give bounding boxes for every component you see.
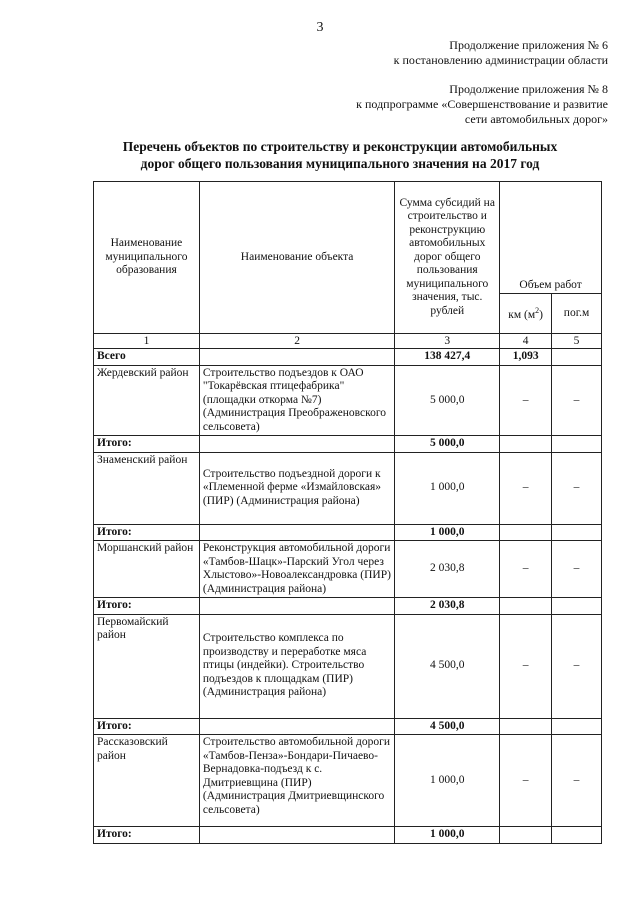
appendix-header-1-line2: к постановлению администрации области (393, 53, 608, 67)
subtotal-sum: 5 000,0 (395, 436, 500, 453)
subtotal-row (94, 827, 602, 844)
header-pogm: пог.м (552, 294, 602, 334)
header-municipality: Наименование муниципального образования (94, 182, 200, 334)
empty-cell (552, 827, 602, 844)
header-km-sup: 2 (535, 306, 540, 316)
pogm-value: – (552, 735, 602, 827)
empty-cell (199, 524, 394, 541)
objects-table (93, 181, 602, 844)
subsidy-sum: 4 500,0 (395, 614, 500, 718)
table-row (94, 452, 602, 524)
subtotal-row (94, 598, 602, 615)
empty-cell (199, 349, 394, 366)
appendix-header-2-line1: Продолжение приложения № 8 (449, 82, 608, 96)
grand-total-label: Всего (94, 349, 200, 366)
subtotal-label: Итого: (94, 598, 200, 615)
pogm-value: – (552, 614, 602, 718)
empty-cell (500, 436, 552, 453)
title-line2: дорог общего пользования муниципального значения на 2017 год (140, 156, 540, 171)
km-value: – (500, 365, 552, 436)
subtotal-sum: 4 500,0 (395, 718, 500, 735)
empty-cell (199, 436, 394, 453)
object-name: Строительство подъездной дороги к «Племенной ферме «Измайловская» (ПИР) (Администрация района) (199, 452, 394, 524)
empty-cell (500, 718, 552, 735)
subtotal-row (94, 524, 602, 541)
empty-cell (552, 598, 602, 615)
km-value: – (500, 541, 552, 598)
grand-total-sum: 138 427,4 (395, 349, 500, 366)
subtotal-row (94, 436, 602, 453)
district-name: Жердевский район (94, 365, 200, 436)
subtotal-sum: 2 030,8 (395, 598, 500, 615)
empty-cell (552, 436, 602, 453)
appendix-header-2-line2: к подпрограмме «Совершенствование и развитие (356, 97, 608, 111)
grand-total-km: 1,093 (500, 349, 552, 366)
empty-cell (199, 827, 394, 844)
appendix-header-2 (356, 82, 608, 127)
column-number: 4 (500, 334, 552, 349)
appendix-header-1-line1: Продолжение приложения № 6 (449, 38, 608, 52)
empty-cell (500, 598, 552, 615)
table-row (94, 735, 602, 827)
table-row (94, 365, 602, 436)
title-line1: Перечень объектов по строительству и реконструкции автомобильных (122, 139, 558, 154)
column-number: 2 (199, 334, 394, 349)
object-name: Реконструкция автомобильной дороги «Тамбов-Шацк»-Парский Угол через Хлыстово»-Новоалександровка (ПИР) (Администрация района) (199, 541, 394, 598)
empty-cell (552, 349, 602, 366)
table-row (94, 541, 602, 598)
header-subsidy-sum: Сумма субсидий на строительство и реконструкцию автомобильных дорог общего пользования муниципального значения, тыс. рублей (395, 182, 500, 334)
empty-cell (199, 598, 394, 615)
column-numbers-row (94, 334, 602, 349)
empty-cell (199, 718, 394, 735)
subtotal-label: Итого: (94, 436, 200, 453)
district-name: Рассказовский район (94, 735, 200, 827)
table-row (94, 614, 602, 718)
empty-cell (552, 718, 602, 735)
header-work-volume: Объем работ (500, 182, 602, 294)
km-value: – (500, 614, 552, 718)
subtotal-label: Итого: (94, 827, 200, 844)
header-km-close: ) (539, 309, 543, 322)
district-name: Знаменский район (94, 452, 200, 524)
object-name: Строительство комплекса по производству и переработке мяса птицы (индейки). Строительство подъездов к площадкам (ПИР) (Администрация района) (199, 614, 394, 718)
appendix-header-1 (394, 38, 608, 68)
header-object-name: Наименование объекта (199, 182, 394, 334)
district-name: Моршанский район (94, 541, 200, 598)
subtotal-sum: 1 000,0 (395, 827, 500, 844)
column-number: 1 (94, 334, 200, 349)
pogm-value: – (552, 541, 602, 598)
subtotal-sum: 1 000,0 (395, 524, 500, 541)
document-title (60, 138, 620, 172)
column-number: 3 (395, 334, 500, 349)
subsidy-sum: 1 000,0 (395, 735, 500, 827)
km-value: – (500, 452, 552, 524)
subsidy-sum: 1 000,0 (395, 452, 500, 524)
header-km (500, 294, 552, 334)
empty-cell (500, 827, 552, 844)
subsidy-sum: 5 000,0 (395, 365, 500, 436)
empty-cell (500, 524, 552, 541)
grand-total-row (94, 349, 602, 366)
column-number: 5 (552, 334, 602, 349)
subtotal-row (94, 718, 602, 735)
subtotal-label: Итого: (94, 524, 200, 541)
page-number: 3 (316, 20, 324, 35)
object-name: Строительство автомобильной дороги «Тамбов-Пенза»-Бондари-Пичаево-Вернадовка-подъезд к с. Дмитриевщина (ПИР) (Администрация Дмитриевщинского сельсовета) (199, 735, 394, 827)
appendix-header-2-line3: сети автомобильных дорог» (464, 112, 608, 126)
object-name: Строительство подъездов к ОАО "Токарёвская птицефабрика" (площадки откорма №7) (Администрация Преображеновского сельсовета) (199, 365, 394, 436)
km-value: – (500, 735, 552, 827)
empty-cell (552, 524, 602, 541)
header-km-label: км (м (508, 309, 536, 322)
subtotal-label: Итого: (94, 718, 200, 735)
pogm-value: – (552, 365, 602, 436)
subsidy-sum: 2 030,8 (395, 541, 500, 598)
pogm-value: – (552, 452, 602, 524)
district-name: Первомайский район (94, 614, 200, 718)
